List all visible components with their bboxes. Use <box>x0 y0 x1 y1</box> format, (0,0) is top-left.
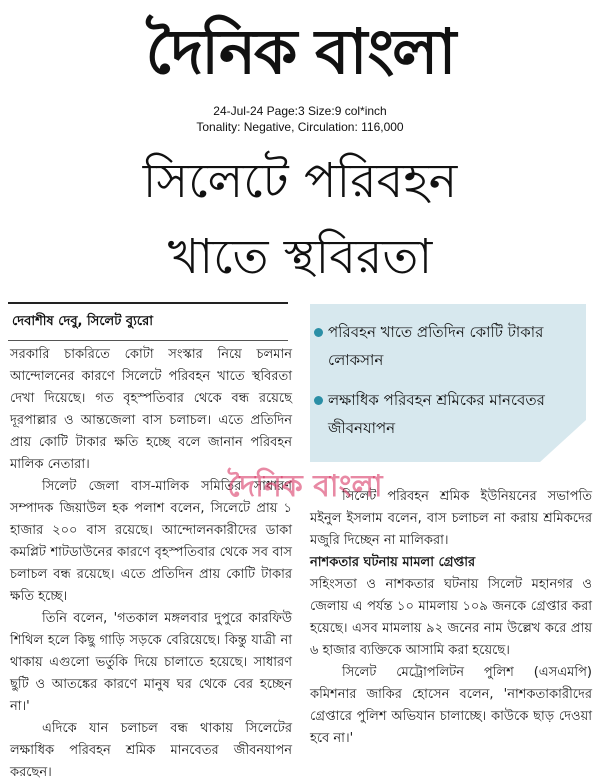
highlight-text: পরিবহন খাতে প্রতিদিন কোটি টাকার লোকসান <box>328 323 544 369</box>
article-column-left <box>10 344 292 784</box>
body-paragraph: এদিকে যান চলাচল বন্ধ থাকায় সিলেটের লক্ষাধিক পরিবহন শ্রমিক মানবেতর জীবনযাপন করছেন। <box>10 721 292 780</box>
highlight-text: লক্ষাধিক পরিবহন শ্রমিকের মানবেতর জীবনযাপন <box>328 391 545 437</box>
headline-line-2: খাতে স্থবিরতা <box>167 229 433 285</box>
body-paragraph: সিলেট জেলা বাস-মালিক সমিতির সাধারণ সম্পাদক জিয়াউল হক পলাশ বলেন, সিলেটে প্রায় ১ হাজার ২০০ বাস রয়েছে। আন্দোলনকারীদের ডাকা কমপ্লিট শাটডাউনের কারণে বৃহস্পতিবার থেকে সব বাস চলাচল বন্ধ রয়েছে। এতে প্রতিদিন প্রায় কোটি টাকার ক্ষতি হচ্ছে। <box>10 479 292 604</box>
body-paragraph: সরকারি চাকরিতে কোটা সংস্কার নিয়ে চলমান আন্দোলনের কারণে সিলেটে পরিবহন খাতে স্থবিরতা দেখা দিয়েছে। গত বৃহস্পতিবার থেকে বন্ধ রয়েছে দূরপাল্লার ও আন্তজেলা বাস চলাচল। এতে প্রতিদিন প্রায় কোটি টাকার ক্ষতি হচ্ছে বলে জানান পরিবহন মালিক নেতারা। <box>10 347 292 472</box>
bullet-icon <box>314 396 323 405</box>
body-paragraph: সিলেট মেট্রোপলিটন পুলিশ (এসএমপি) কমিশনার জাকির হোসেন বলেন, 'নাশকতাকারীদের গ্রেপ্তারে পুলিশ অভিযান চালাচ্ছে। কাউকে ছাড় দেওয়া হবে না।' <box>310 665 592 746</box>
clip-meta-line-1: 24-Jul-24 Page:3 Size:9 col*inch <box>213 104 387 118</box>
bullet-icon <box>314 328 323 337</box>
body-paragraph: সিলেট পরিবহন শ্রমিক ইউনিয়নের সভাপতি মইনুল ইসলাম বলেন, বাস চলাচল না করায় শ্রমিকদের মজুরি দিচ্ছেন না মালিকরা। <box>310 489 592 548</box>
highlight-item <box>328 318 578 374</box>
headline-line-1: সিলেটে পরিবহন <box>142 153 458 209</box>
masthead-logo: দৈনিক বাংলা <box>145 15 455 88</box>
clip-meta-line-2: Tonality: Negative, Circulation: 116,000 <box>196 120 404 134</box>
byline-top-rule <box>8 302 288 304</box>
section-subhead: নাশকতার ঘটনায় মামলা গ্রেপ্তার <box>310 555 476 570</box>
watermark-logo: দৈনিক বাংলা <box>227 469 383 504</box>
body-paragraph: সহিংসতা ও নাশকতার ঘটনায় সিলেট মহানগর ও জেলায় এ পর্যন্ত ১০ মামলায় ১০৯ জনকে গ্রেপ্তার করা হয়েছে। এসব মামলায় ৯২ জনের নাম উল্লেখ করে প্রায় ৬ হাজার ব্যক্তিকে আসামি করা হয়েছে। <box>310 577 592 658</box>
byline-bottom-rule <box>8 340 288 341</box>
article-column-right <box>310 486 592 750</box>
body-paragraph: তিনি বলেন, 'গতকাল মঙ্গলবার দুপুরে কারফিউ শিথিল হলে কিছু গাড়ি সড়কে বেরিয়েছে। কিন্তু যাত্রী না থাকায় এগুলো ভর্তুকি দিয়ে চালাতে হয়েছে। সাধারণ ছুটি ও আতঙ্কের কারণে মানুষ ঘর থেকে বের হচ্ছেন না।' <box>10 611 292 714</box>
highlight-fold-corner <box>540 420 586 462</box>
byline: দেবাশীষ দেবু, সিলেট ব্যুরো <box>12 314 153 329</box>
